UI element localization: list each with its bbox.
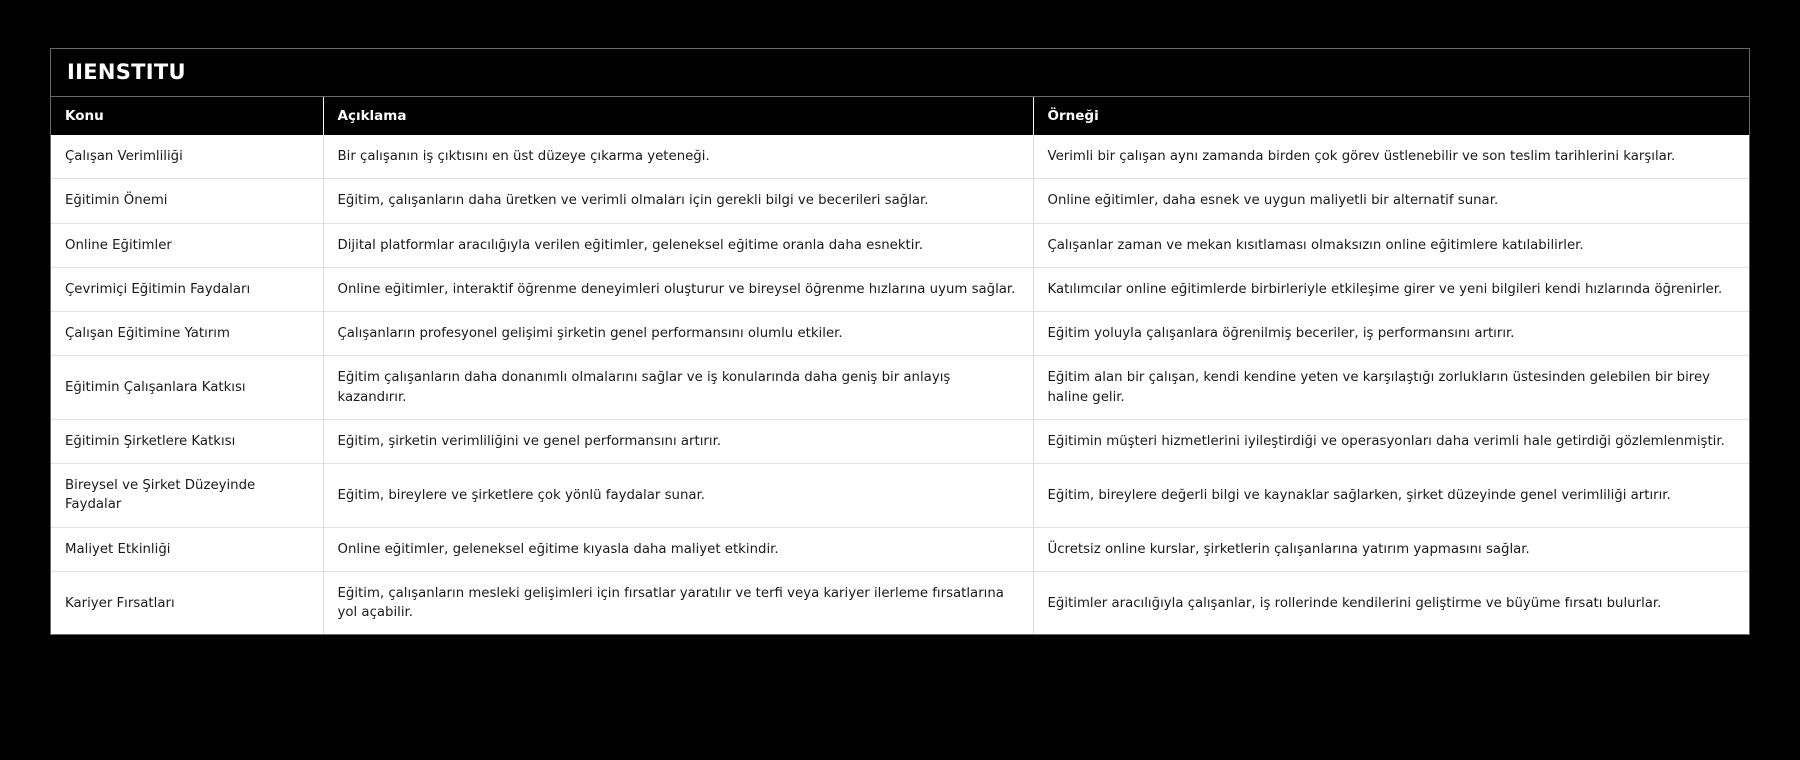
column-header-aciklama: Açıklama <box>323 97 1033 135</box>
comparison-table <box>51 97 1749 634</box>
brand-header <box>51 49 1749 97</box>
cell-ornegi: Çalışanlar zaman ve mekan kısıtlaması olmaksızın online eğitimlere katılabilirler. <box>1033 223 1749 267</box>
cell-ornegi: Verimli bir çalışan aynı zamanda birden çok görev üstlenebilir ve son teslim tarihlerini karşılar. <box>1033 135 1749 179</box>
table-row <box>51 356 1749 420</box>
cell-aciklama: Online eğitimler, geleneksel eğitime kıyasla daha maliyet etkindir. <box>323 527 1033 571</box>
cell-konu: Eğitimin Çalışanlara Katkısı <box>51 356 323 420</box>
table-row <box>51 179 1749 223</box>
table-row <box>51 464 1749 528</box>
cell-ornegi: Katılımcılar online eğitimlerde birbirleriyle etkileşime girer ve yeni bilgileri kendi hızlarında öğrenirler. <box>1033 267 1749 311</box>
cell-konu: Çalışan Verimliliği <box>51 135 323 179</box>
cell-ornegi: Ücretsiz online kurslar, şirketlerin çalışanlarına yatırım yapmasını sağlar. <box>1033 527 1749 571</box>
cell-konu: Çevrimiçi Eğitimin Faydaları <box>51 267 323 311</box>
table-body <box>51 135 1749 634</box>
cell-ornegi: Online eğitimler, daha esnek ve uygun maliyetli bir alternatif sunar. <box>1033 179 1749 223</box>
cell-aciklama: Eğitim çalışanların daha donanımlı olmalarını sağlar ve iş konularında daha geniş bir anlayış kazandırır. <box>323 356 1033 420</box>
table-header <box>51 97 1749 135</box>
column-header-konu: Konu <box>51 97 323 135</box>
table-row <box>51 571 1749 634</box>
cell-konu: Eğitimin Önemi <box>51 179 323 223</box>
cell-ornegi: Eğitim yoluyla çalışanlara öğrenilmiş beceriler, iş performansını artırır. <box>1033 312 1749 356</box>
column-header-ornegi: Örneği <box>1033 97 1749 135</box>
cell-aciklama: Online eğitimler, interaktif öğrenme deneyimleri oluşturur ve bireysel öğrenme hızlarına uyum sağlar. <box>323 267 1033 311</box>
table-row <box>51 419 1749 463</box>
table-row <box>51 267 1749 311</box>
cell-aciklama: Eğitim, çalışanların mesleki gelişimleri için fırsatlar yaratılır ve terfi veya kariyer ilerleme fırsatlarına yol açabilir. <box>323 571 1033 634</box>
table-header-row <box>51 97 1749 135</box>
cell-aciklama: Çalışanların profesyonel gelişimi şirketin genel performansını olumlu etkiler. <box>323 312 1033 356</box>
cell-ornegi: Eğitimin müşteri hizmetlerini iyileştirdiği ve operasyonları daha verimli hale getirdiği gözlemlenmiştir. <box>1033 419 1749 463</box>
table-row <box>51 527 1749 571</box>
cell-ornegi: Eğitimler aracılığıyla çalışanlar, iş rollerinde kendilerini geliştirme ve büyüme fırsatı bulurlar. <box>1033 571 1749 634</box>
cell-aciklama: Eğitim, bireylere ve şirketlere çok yönlü faydalar sunar. <box>323 464 1033 528</box>
cell-aciklama: Eğitim, şirketin verimliliğini ve genel performansını artırır. <box>323 419 1033 463</box>
cell-ornegi: Eğitim, bireylere değerli bilgi ve kaynaklar sağlarken, şirket düzeyinde genel verimliliği artırır. <box>1033 464 1749 528</box>
cell-konu: Kariyer Fırsatları <box>51 571 323 634</box>
cell-ornegi: Eğitim alan bir çalışan, kendi kendine yeten ve karşılaştığı zorlukların üstesinden gelebilen bir birey haline gelir. <box>1033 356 1749 420</box>
cell-aciklama: Dijital platformlar aracılığıyla verilen eğitimler, geleneksel eğitime oranla daha esnektir. <box>323 223 1033 267</box>
table-row <box>51 135 1749 179</box>
cell-aciklama: Bir çalışanın iş çıktısını en üst düzeye çıkarma yeteneği. <box>323 135 1033 179</box>
cell-konu: Maliyet Etkinliği <box>51 527 323 571</box>
table-row <box>51 223 1749 267</box>
cell-konu: Eğitimin Şirketlere Katkısı <box>51 419 323 463</box>
cell-konu: Bireysel ve Şirket Düzeyinde Faydalar <box>51 464 323 528</box>
cell-konu: Online Eğitimler <box>51 223 323 267</box>
info-table-card <box>50 48 1750 635</box>
brand-title: IIENSTITU <box>67 60 186 84</box>
cell-aciklama: Eğitim, çalışanların daha üretken ve verimli olmaları için gerekli bilgi ve becerileri sağlar. <box>323 179 1033 223</box>
cell-konu: Çalışan Eğitimine Yatırım <box>51 312 323 356</box>
table-row <box>51 312 1749 356</box>
